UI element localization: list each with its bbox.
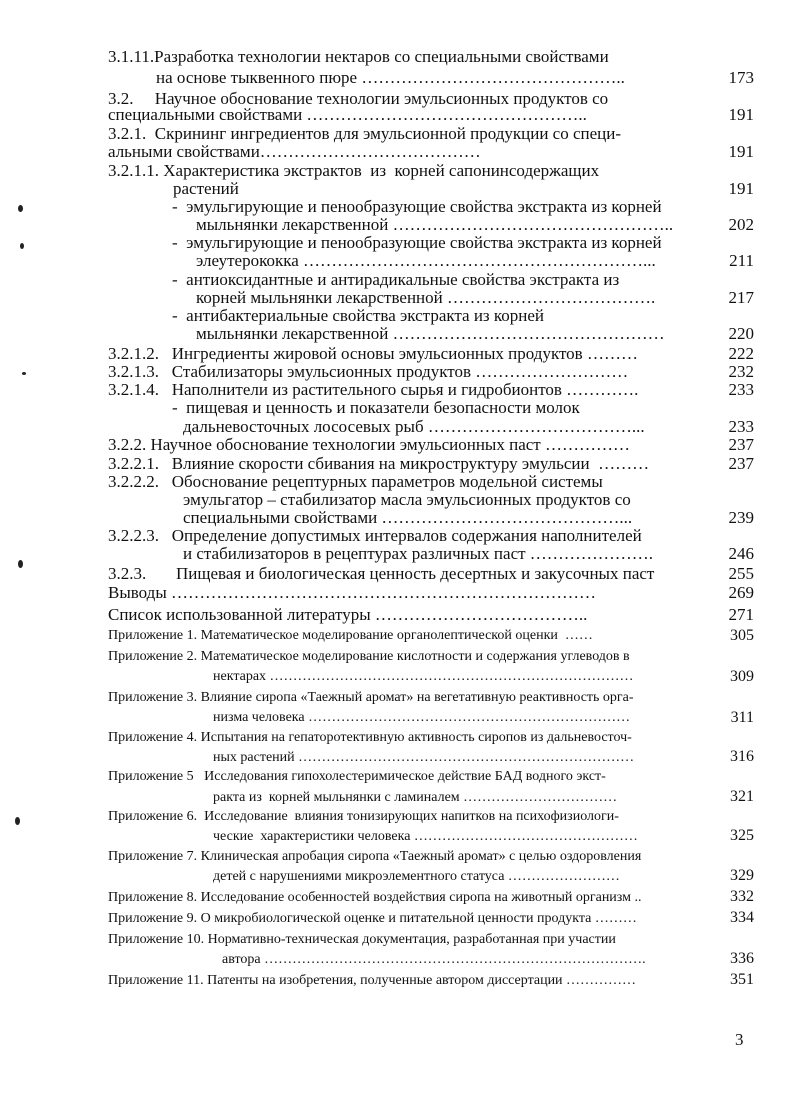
toc-page-number: 222 xyxy=(728,344,754,363)
toc-entry-text: 3.2.1.1. Характеристика экстрактов из корней сапонинсодержащих xyxy=(108,161,600,180)
toc-entry-text: дальневосточных лососевых рыб ………………………………... xyxy=(183,417,645,436)
toc-page-number: 237 xyxy=(728,454,754,473)
toc-entry-text: - эмульгирующие и пенообразующие свойства экстракта из корней xyxy=(172,233,662,252)
toc-page-number: 191 xyxy=(728,179,754,198)
toc-entry-text: - пищевая и ценность и показатели безопасности молок xyxy=(172,398,580,417)
appendix-entry-text: Приложение 3. Влияние сиропа «Таежный аромат» на вегетативную реактивность орга- xyxy=(108,690,634,705)
toc-page-number: 233 xyxy=(728,380,754,399)
toc-entry-text: - эмульгирующие и пенообразующие свойства экстракта из корней xyxy=(172,197,662,216)
toc-page-number: 271 xyxy=(728,605,754,624)
toc-entry-text: 3.2.2. Научное обоснование технологии эмульсионных паст …………… xyxy=(108,435,630,454)
appendix-page-number: 325 xyxy=(730,827,754,844)
toc-entry-text: элеутерококка ……………………………………………………... xyxy=(196,251,656,270)
scan-mark xyxy=(22,372,26,375)
appendix-entry-text: автора ………………………………………………………………………. xyxy=(222,952,646,967)
appendix-page-number: 334 xyxy=(730,909,754,926)
appendix-page-number: 336 xyxy=(730,950,754,967)
appendix-entry-text: Приложение 6. Исследование влияния тонизирующих напитков на психофизиологи- xyxy=(108,809,619,824)
appendix-entry-text: Приложение 4. Испытания на гепатоpотективную активность сиропов из дальневосточ- xyxy=(108,730,632,745)
appendix-page-number: 321 xyxy=(730,788,754,805)
toc-page-number: 237 xyxy=(728,435,754,454)
toc-page-number: 211 xyxy=(729,251,754,270)
appendix-page-number: 351 xyxy=(730,971,754,988)
toc-entry-text: Список использованной литературы ……………………………….. xyxy=(108,605,588,624)
appendix-entry-text: детей с нарушениями микроэлементного статуса …………………… xyxy=(213,869,620,884)
toc-page-number: 232 xyxy=(728,362,754,381)
toc-entry-text: 3.2.1.3. Стабилизаторы эмульсионных продуктов ……………………… xyxy=(108,362,629,381)
appendix-entry-text: Приложение 9. О микробиологической оценке и питательной ценности продукта ……… xyxy=(108,911,637,926)
toc-entry-text: на основе тыквенного пюре ……………………………………….. xyxy=(156,68,625,87)
appendix-page-number: 329 xyxy=(730,867,754,884)
toc-entry-text: 3.1.11.Разработка технологии нектаров со специальными свойствами xyxy=(108,47,609,66)
toc-entry-text: растений xyxy=(173,179,239,198)
appendix-page-number: 316 xyxy=(730,748,754,765)
toc-entry-text: корней мыльнянки лекарственной ………………………………. xyxy=(196,288,656,307)
toc-entry-text: - антиоксидантные и антирадикальные свойства экстракта из xyxy=(172,270,620,289)
appendix-entry-text: Приложение 11. Патенты на изобретения, полученные автором диссертации …………… xyxy=(108,973,637,988)
toc-page-number: 239 xyxy=(728,508,754,527)
appendix-entry-text: Приложение 2. Математическое моделирование кислотности и содержания углеводов в xyxy=(108,649,630,664)
toc-page-number: 233 xyxy=(728,417,754,436)
scan-mark xyxy=(18,205,23,212)
toc-entry-text: 3.2.1.4. Наполнители из растительного сырья и гидробионтов …………. xyxy=(108,380,639,399)
toc-page-number: 191 xyxy=(728,142,754,161)
toc-entry-text: - антибактериальные свойства экстракта из корней xyxy=(172,306,545,325)
appendix-page-number: 309 xyxy=(730,668,754,685)
toc-page-number: 217 xyxy=(728,288,754,307)
scan-mark xyxy=(20,243,24,249)
toc-page-number: 173 xyxy=(728,68,754,87)
toc-entry-text: мыльнянки лекарственной ………………………………………… xyxy=(196,324,665,343)
toc-entry-text: мыльнянки лекарственной ………………………………………….. xyxy=(196,215,674,234)
toc-entry-text: эмульгатор – стабилизатор масла эмульсионных продуктов со xyxy=(183,490,631,509)
toc-entry-text: 3.2.2.1. Влияние скорости сбивания на микроструктуру эмульсии ……… xyxy=(108,454,650,473)
toc-page-number: 191 xyxy=(728,105,754,124)
appendix-entry-text: ракта из корней мыльнянки с ламиналем …………………………… xyxy=(213,790,618,805)
toc-entry-text: специальными свойствами ……………………………………... xyxy=(183,508,633,527)
appendix-page-number: 332 xyxy=(730,888,754,905)
toc-entry-text: 3.2.1. Скрининг ингредиентов для эмульсионной продукции со специ- xyxy=(108,124,622,143)
appendix-entry-text: Приложение 7. Клиническая апробация сиропа «Таежный аромат» с целью оздоровления xyxy=(108,849,642,864)
appendix-entry-text: Приложение 1. Математическое моделирование органолептической оценки …… xyxy=(108,628,593,643)
toc-entry-text: Выводы ………………………………………………………………… xyxy=(108,583,597,602)
appendix-page-number: 305 xyxy=(730,627,754,644)
appendix-entry-text: нектарах …………………………………………………………………… xyxy=(213,669,634,684)
scan-mark xyxy=(18,560,23,568)
toc-page-number: 246 xyxy=(728,544,754,563)
toc-page-number: 255 xyxy=(728,564,754,583)
appendix-entry-text: низма человека …………………………………………………………… xyxy=(213,710,631,725)
toc-entry-text: 3.2. Научное обоснование технологии эмульсионных продуктов со xyxy=(108,89,609,108)
toc-entry-text: 3.2.2.2. Обоснование рецептурных параметров модельной системы xyxy=(108,472,603,491)
toc-entry-text: альными свойствами………………………………… xyxy=(108,142,481,161)
toc-entry-text: 3.2.2.3. Определение допустимых интервалов содержания наполнителей xyxy=(108,526,642,545)
toc-entry-text: 3.2.1.2. Ингредиенты жировой основы эмульсионных продуктов ……… xyxy=(108,344,638,363)
appendix-entry-text: Приложение 8. Исследование особенностей воздействия сиропа на животный организм .. xyxy=(108,890,642,905)
appendix-page-number: 311 xyxy=(730,709,754,726)
page-number: 3 xyxy=(735,1030,744,1049)
toc-page-number: 220 xyxy=(728,324,754,343)
toc-entry-text: специальными свойствами ………………………………………….. xyxy=(108,105,587,124)
appendix-entry-text: Приложение 5 Исследования гипохолестеримическое действие БАД водного экст- xyxy=(108,769,606,784)
appendix-entry-text: Приложение 10. Нормативно-техническая документация, разработанная при участии xyxy=(108,932,616,947)
toc-entry-text: и стабилизаторов в рецептурах различных паст …………………. xyxy=(183,544,654,563)
appendix-entry-text: ческие характеристики человека ………………………………………… xyxy=(213,829,638,844)
toc-page-number: 202 xyxy=(728,215,754,234)
appendix-entry-text: ных растений ……………………………………………………………… xyxy=(213,750,635,765)
toc-page-number: 269 xyxy=(728,583,754,602)
scan-mark xyxy=(15,817,20,825)
toc-entry-text: 3.2.3. Пищевая и биологическая ценность десертных и закусочных паст xyxy=(108,564,655,583)
